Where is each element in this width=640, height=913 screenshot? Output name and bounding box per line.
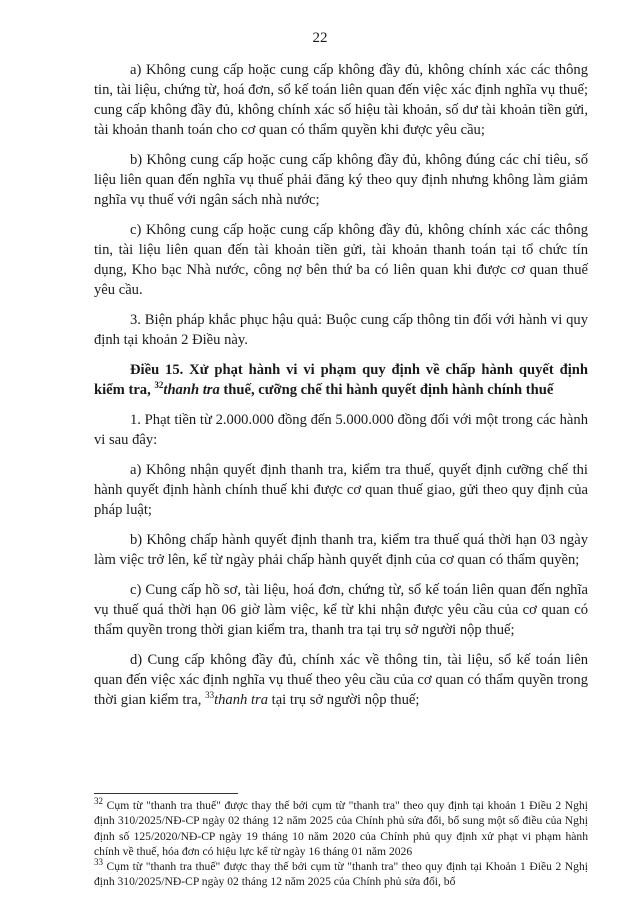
document-body xyxy=(94,60,588,720)
paragraph-2c: c) Không cung cấp hoặc cung cấp không đầy đủ, không chính xác các thông tin, tài liệu liên quan đến tài khoản tiền gửi, tài khoản thanh toán tại tổ chức tín dụng, Kho bạc Nhà nước, công nợ bên thứ ba có liên quan khi được cơ quan thuế yêu cầu. xyxy=(94,222,588,298)
paragraph-1d-italic: thanh tra xyxy=(214,692,268,708)
footnote-text: Cụm từ "thanh tra thuế" được thay thế bởi cụm từ "thanh tra" theo quy định tại khoản 1 Điều 2 Nghị định 310/2025/NĐ-CP ngày 02 tháng 12 năm 2025 của Chính phủ sửa đổi, bổ sung một số điều của Nghị định số 125/2020/NĐ-CP ngày 19 tháng 10 năm 2020 của Chính phủ quy định xử phạt vi phạm hành chính về thuế, hóa đơn có hiệu lực kể từ ngày 16 tháng 01 năm 2026 xyxy=(94,799,588,858)
paragraph-2b: b) Không cung cấp hoặc cung cấp không đầy đủ, không đúng các chỉ tiêu, số liệu liên quan đến nghĩa vụ thuế phải đăng ký theo quy định nhưng không làm giảm nghĩa vụ thuế với ngân sách nhà nước; xyxy=(94,152,588,208)
article-title-italic: thanh tra xyxy=(163,382,220,398)
article-15-title xyxy=(94,360,588,400)
article-title-end: thuế, cưỡng chế thi hành quyết định hành chính thuế xyxy=(219,382,554,398)
footnote-number: 32 xyxy=(94,796,103,807)
paragraph-1d-end: tại trụ sở người nộp thuế; xyxy=(268,692,420,708)
footnote-divider xyxy=(94,793,238,794)
footnote-33 xyxy=(94,859,588,890)
footnote-32 xyxy=(94,798,588,859)
paragraph-2a: a) Không cung cấp hoặc cung cấp không đầy đủ, không chính xác các thông tin, tài liệu, chứng từ, hoá đơn, sổ kế toán liên quan đến việc xác định nghĩa vụ thuế; cung cấp không đầy đủ, không chính xác số hiệu tài khoản, số dư tài khoản tiền gửi, tài khoản thanh toán cho cơ quan có thẩm quyền khi được yêu cầu; xyxy=(94,62,588,138)
paragraph-1d xyxy=(94,650,588,710)
article-title-start: Điều 15. Xử phạt hành vi vi phạm quy định về chấp hành quyết định kiểm tra, xyxy=(94,362,588,398)
paragraph-1a: a) Không nhận quyết định thanh tra, kiểm tra thuế, quyết định cưỡng chế thi hành quyết định hành chính thuế khi được cơ quan thuế giao, gửi theo quy định của pháp luật; xyxy=(94,462,588,518)
paragraph-remedy: 3. Biện pháp khắc phục hậu quả: Buộc cung cấp thông tin đối với hành vi quy định tại khoản 2 Điều này. xyxy=(94,312,588,348)
page-number: 22 xyxy=(312,30,328,46)
footnote-number: 33 xyxy=(94,857,103,868)
paragraph-clause-1: 1. Phạt tiền từ 2.000.000 đồng đến 5.000.000 đồng đối với một trong các hành vi sau đây: xyxy=(94,412,588,448)
paragraph-1c: c) Cung cấp hồ sơ, tài liệu, hoá đơn, chứng từ, sổ kế toán liên quan đến nghĩa vụ thuế quá thời hạn 06 giờ làm việc, kể từ khi nhận được yêu cầu của cơ quan có thẩm quyền trong thời gian kiểm tra, thanh tra tại trụ sở người nộp thuế; xyxy=(94,582,588,638)
footnote-text: Cụm từ "thanh tra thuế" được thay thế bởi cụm từ "thanh tra" theo quy định tại Khoản 1 Điều 2 Nghị định 310/2025/NĐ-CP ngày 02 tháng 12 năm 2025 của Chính phủ sửa đổi, bổ xyxy=(94,860,588,889)
paragraph-1b: b) Không chấp hành quyết định thanh tra, kiểm tra thuế quá thời hạn 03 ngày làm việc trở lên, kể từ ngày phải chấp hành quyết định của cơ quan có thẩm quyền; xyxy=(94,532,588,568)
paragraph-1d-start: d) Cung cấp không đầy đủ, chính xác về thông tin, tài liệu, sổ kế toán liên quan đến việc xác định nghĩa vụ thuế theo yêu cầu của cơ quan có thẩm quyền trong thời gian kiểm tra, xyxy=(94,652,588,708)
footnote-ref-33[interactable]: 33 xyxy=(205,690,215,701)
footnotes xyxy=(94,798,588,890)
footnote-ref-32[interactable]: 32 xyxy=(154,380,164,391)
